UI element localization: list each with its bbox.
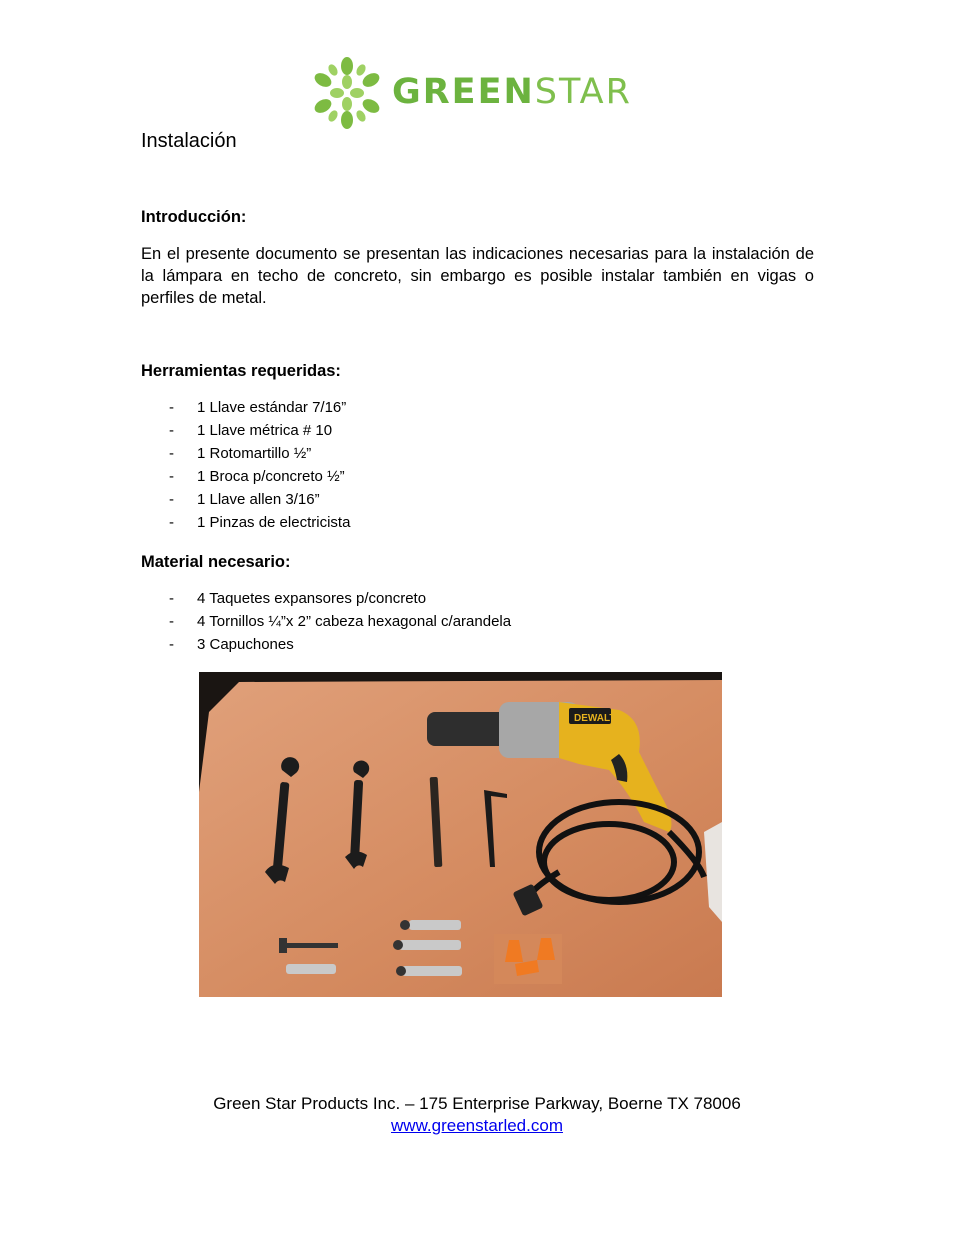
list-item — [141, 419, 350, 442]
list-bullet: - — [169, 636, 174, 653]
list-item — [141, 396, 350, 419]
footer-address: Green Star Products Inc. – 175 Enterprise Parkway, Boerne TX 78006 — [213, 1094, 741, 1113]
list-item — [141, 633, 511, 656]
materials-heading: Material necesario: — [141, 553, 291, 571]
list-item — [141, 511, 350, 534]
tools-list — [141, 396, 350, 534]
list-bullet: - — [169, 514, 174, 531]
page-title: Instalación — [141, 130, 237, 152]
tool-item: 1 Broca p/concreto ½” — [197, 468, 345, 485]
list-item — [141, 488, 350, 511]
wire-nut-caps — [494, 934, 562, 984]
list-bullet: - — [169, 399, 174, 416]
website-link[interactable]: www.greenstarled.com — [391, 1116, 563, 1135]
tool-item: 1 Rotomartillo ½” — [197, 445, 312, 462]
list-bullet: - — [169, 422, 174, 439]
logo-text-green: GREEN — [392, 72, 535, 112]
list-bullet: - — [169, 468, 174, 485]
logo-wordmark — [392, 71, 632, 113]
drill-brand-label: DEWALT — [574, 713, 616, 724]
list-item — [141, 442, 350, 465]
footer-link-wrap — [0, 1115, 954, 1137]
hex-bolt — [283, 943, 338, 948]
material-item: 4 Taquetes expansores p/concreto — [197, 590, 427, 607]
tool-item: 1 Llave métrica # 10 — [197, 422, 333, 439]
list-item — [141, 587, 511, 610]
tool-item: 1 Llave allen 3/16” — [197, 491, 320, 508]
intro-heading: Introducción: — [141, 208, 247, 226]
materials-list — [141, 587, 511, 656]
list-bullet: - — [169, 590, 174, 607]
leaf-flower-icon — [312, 56, 382, 130]
tool-item: 1 Pinzas de electricista — [197, 514, 351, 531]
list-bullet: - — [169, 613, 174, 630]
tool-item: 1 Llave estándar 7/16” — [197, 399, 347, 416]
list-item — [141, 610, 511, 633]
logo-text-star: STAR — [534, 72, 632, 112]
greenstar-logo — [312, 56, 652, 130]
intro-paragraph: En el presente documento se presentan las indicaciones necesarias para la instalación de la lámpara en techo de concreto, sin embargo es posible instalar también en vigas o perfiles de metal. — [141, 245, 814, 307]
tools-photo — [199, 672, 722, 997]
list-bullet: - — [169, 445, 174, 462]
tools-heading: Herramientas requeridas: — [141, 362, 341, 380]
list-bullet: - — [169, 491, 174, 508]
material-item: 4 Tornillos ¼”x 2” cabeza hexagonal c/arandela — [197, 613, 512, 630]
list-item — [141, 465, 350, 488]
material-item: 3 Capuchones — [197, 636, 294, 653]
